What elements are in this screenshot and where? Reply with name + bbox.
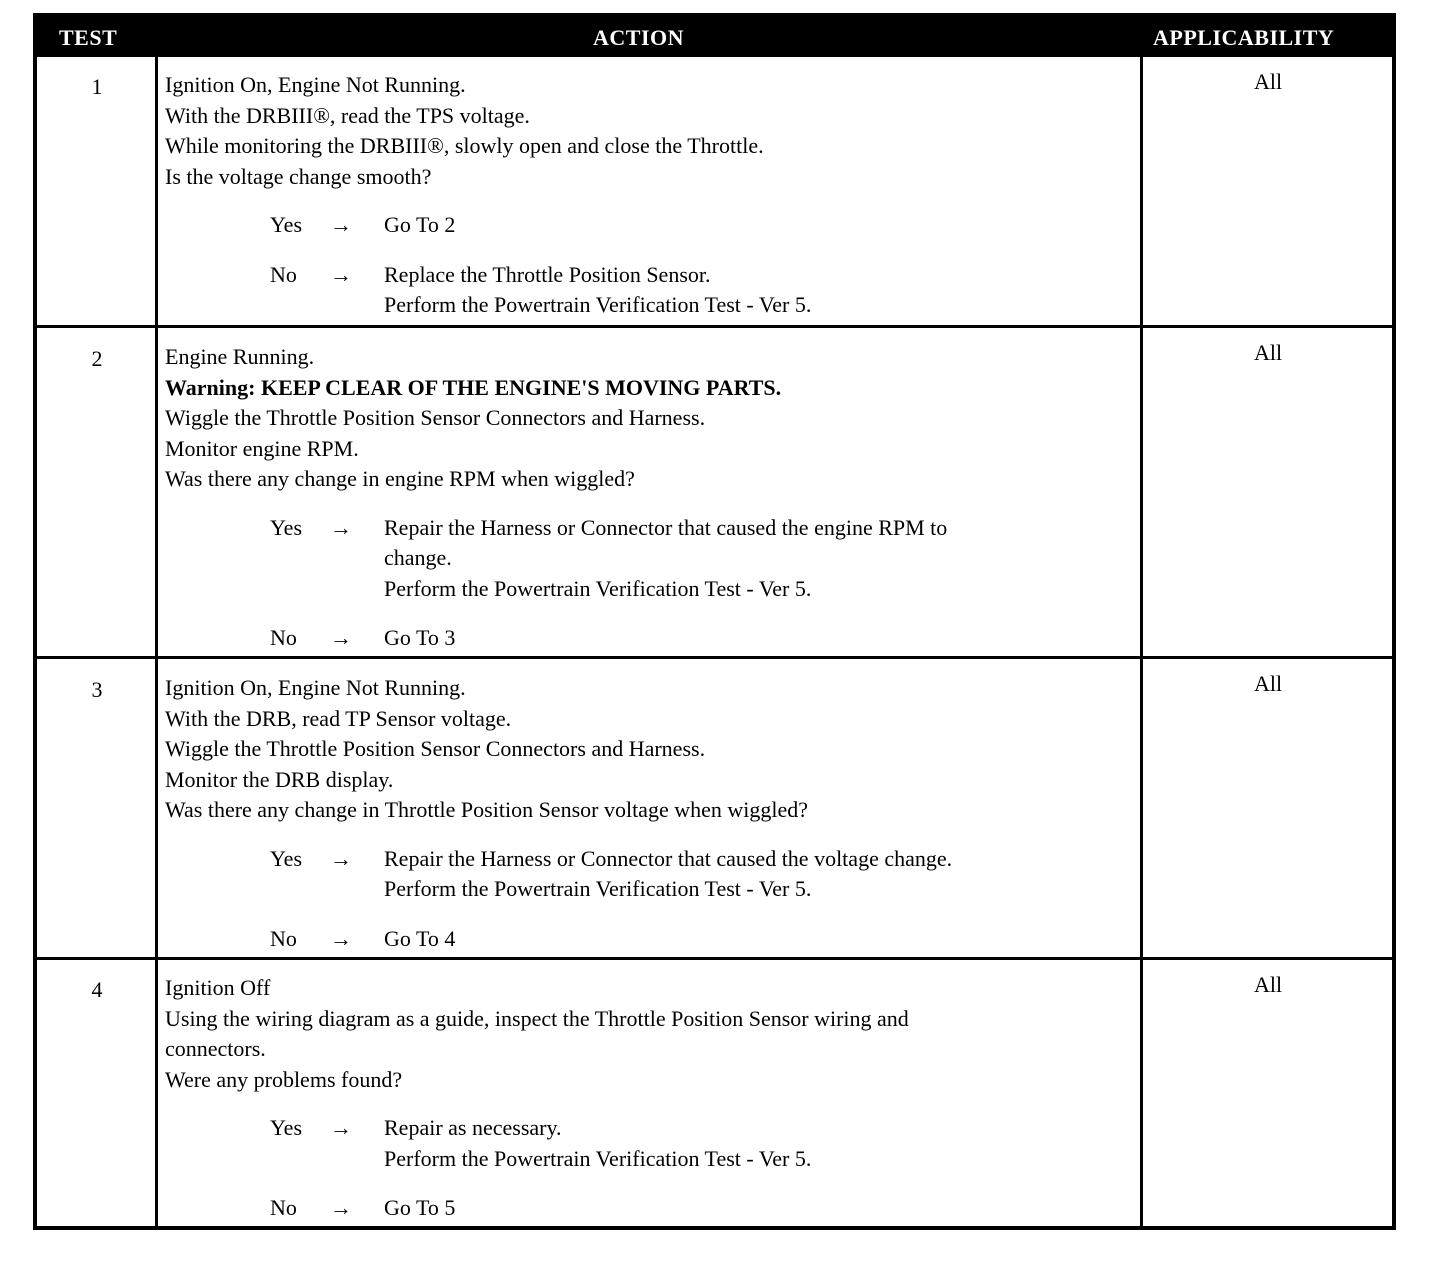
diagnostic-test-table [33, 13, 1396, 1230]
applicability-cell: All [1253, 972, 1283, 997]
yes-result-line: Perform the Powertrain Verification Test - Ver 5. [384, 575, 812, 601]
no-answer [270, 623, 1140, 654]
yes-result-line: Perform the Powertrain Verification Test - Ver 5. [384, 1145, 812, 1171]
action-line: Wiggle the Throttle Position Sensor Connectors and Harness. [165, 405, 706, 430]
action-line: Is the voltage change smooth? [165, 163, 432, 189]
yes-answer [270, 844, 1140, 905]
no-result-line: Perform the Powertrain Verification Test - Ver 5. [384, 292, 812, 317]
arrow-icon: → [330, 925, 352, 951]
action-line: Using the wiring diagram as a guide, inspect the Throttle Position Sensor wiring and [165, 1005, 909, 1031]
yes-answer [270, 1113, 1140, 1174]
yes-result-line: Repair the Harness or Connector that caused the voltage change. [384, 845, 953, 871]
action-line: Was there any change in engine RPM when wiggled? [165, 466, 635, 491]
table-header [37, 17, 1392, 57]
yes-answer [270, 513, 1140, 605]
test-number: 1 [91, 74, 103, 99]
table-row-2 [37, 328, 1392, 656]
no-answer [270, 924, 1140, 955]
warning-line: Warning: KEEP CLEAR OF THE ENGINE'S MOVING PARTS. [165, 374, 782, 400]
test-number: 2 [91, 346, 103, 371]
header-action: ACTION [593, 25, 685, 50]
action-line: With the DRBIII®, read the TPS voltage. [165, 102, 530, 128]
action-cell [165, 673, 1140, 954]
action-cell [165, 342, 1140, 654]
yes-result-line: Repair the Harness or Connector that caused the engine RPM to [384, 514, 948, 540]
test-number: 4 [91, 977, 103, 1002]
yes-result-line: change. [384, 545, 452, 570]
action-line: Ignition On, Engine Not Running. [165, 72, 466, 97]
arrow-icon: → [330, 845, 352, 871]
yes-answer [270, 210, 1140, 241]
no-label: No [270, 1195, 297, 1220]
table-row-1 [37, 57, 1392, 325]
no-result-line: Replace the Throttle Position Sensor. [384, 261, 711, 287]
action-line: While monitoring the DRBIII®, slowly open and close the Throttle. [165, 133, 764, 158]
yes-label: Yes [270, 845, 303, 871]
arrow-icon: → [330, 212, 352, 237]
action-cell [165, 70, 1140, 321]
no-label: No [270, 925, 297, 951]
action-line: Was there any change in Throttle Position Sensor voltage when wiggled? [165, 797, 809, 822]
action-line: connectors. [165, 1036, 266, 1061]
no-result-line: Go To 4 [384, 925, 456, 951]
arrow-icon: → [330, 625, 352, 650]
applicability-cell: All [1253, 671, 1283, 696]
action-line: Wiggle the Throttle Position Sensor Connectors and Harness. [165, 736, 706, 761]
action-line: Ignition Off [165, 975, 271, 1000]
no-answer [270, 1193, 1140, 1224]
header-test: TEST [59, 25, 118, 50]
arrow-icon: → [330, 1115, 352, 1140]
action-line: Ignition On, Engine Not Running. [165, 675, 466, 700]
header-applicability: APPLICABILITY [1153, 25, 1335, 50]
action-line: Monitor engine RPM. [165, 435, 359, 461]
table-row-4 [37, 960, 1392, 1226]
action-line: Monitor the DRB display. [165, 766, 394, 792]
arrow-icon: → [330, 261, 352, 287]
action-line: With the DRB, read TP Sensor voltage. [165, 705, 512, 731]
table-row-3 [37, 659, 1392, 957]
arrow-icon: → [330, 514, 352, 540]
applicability-cell: All [1253, 340, 1283, 365]
no-result-line: Go To 3 [384, 625, 456, 650]
yes-label: Yes [270, 1115, 303, 1140]
test-number: 3 [91, 677, 103, 702]
applicability-cell: All [1253, 69, 1283, 94]
yes-label: Yes [270, 212, 303, 237]
action-cell [165, 973, 1140, 1224]
yes-label: Yes [270, 514, 303, 540]
no-label: No [270, 625, 297, 650]
yes-result-line: Go To 2 [384, 212, 456, 237]
action-line: Were any problems found? [165, 1066, 403, 1092]
arrow-icon: → [330, 1195, 352, 1220]
no-answer [270, 260, 1140, 321]
no-result-line: Go To 5 [384, 1195, 456, 1220]
no-label: No [270, 261, 297, 287]
action-line: Engine Running. [165, 344, 315, 369]
yes-result-line: Perform the Powertrain Verification Test - Ver 5. [384, 876, 812, 901]
yes-result-line: Repair as necessary. [384, 1115, 562, 1140]
